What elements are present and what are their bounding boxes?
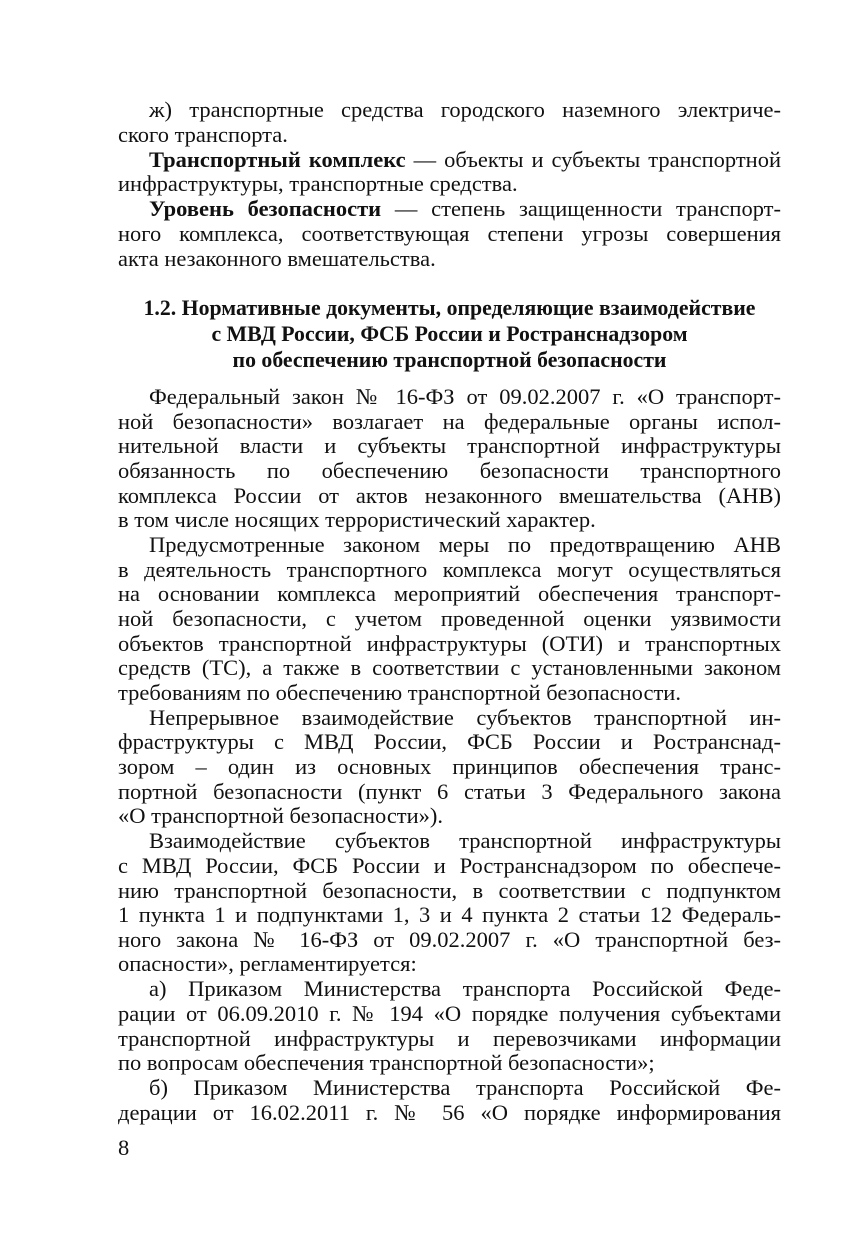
text-line: ж) транспортные средства городского наземного электриче- — [149, 97, 781, 122]
paragraph — [118, 829, 781, 977]
text-line: «О транспортной безопасности»). — [118, 803, 444, 829]
text-line: рации от 06.09.2010 г. № 194 «О порядке получения субъектами — [118, 1001, 781, 1026]
text-line: по вопросам обеспечения транспортной безопасности»; — [118, 1050, 655, 1076]
text-line: опасности», регламентируется: — [118, 951, 417, 977]
text-line: в деятельность транспортного комплекса могут осуществляться — [118, 556, 781, 582]
text-line: в том числе носящих террористический характер. — [118, 507, 596, 533]
paragraph — [118, 385, 781, 533]
text-line: комплекса России от актов незаконного вмешательства (АНВ) — [118, 482, 781, 508]
definition-text: — степень защищенности транспорт- — [381, 196, 781, 222]
document-page — [118, 98, 781, 1126]
text-line: Предусмотренные законом меры по предотвращению АНВ — [149, 532, 781, 558]
text-line: объектов транспортной инфраструктуры (ОТИ) и транспортных — [118, 630, 781, 656]
definition-term: Уровень безопасности — [149, 196, 382, 222]
text-line: средств (ТС), а также в соответствии с установленными законом — [118, 655, 781, 681]
heading-line: 1.2. Нормативные документы, определяющие взаимодействие — [143, 296, 756, 321]
page-number: 8 — [118, 1135, 130, 1160]
text-line: 1 пункта 1 и подпунктами 1, 3 и 4 пункта 2 статьи 12 Федераль- — [118, 902, 781, 928]
paragraph — [118, 706, 781, 829]
section-heading — [118, 295, 781, 373]
text-line: Федеральный закон № 16-ФЗ от 09.02.2007 г. «О транспорт- — [149, 384, 781, 410]
text-line: инфраструктуры, транспортные средства. — [118, 171, 518, 197]
text-line: требованиям по обеспечению транспортной безопасности. — [118, 679, 681, 705]
text-line: фраструктуры с МВД России, ФСБ России и Ространснад- — [118, 729, 781, 755]
text-line: ной безопасности» возлагает на федеральные органы испол- — [118, 408, 781, 434]
definition-security-level — [118, 197, 781, 271]
text-line: транспортной инфраструктуры и перевозчиками информации — [118, 1025, 781, 1051]
text-line: дерации от 16.02.2011 г. № 56 «О порядке информирования — [118, 1099, 781, 1125]
text-line — [118, 197, 781, 222]
text-line: ного комплекса, соответствующая степени угрозы совершения — [118, 220, 781, 246]
text-line: зором – один из основных принципов обеспечения транс- — [118, 754, 781, 780]
text-line: нию транспортной безопасности, в соответствии с подпунктом — [118, 877, 781, 903]
text-line: а) Приказом Министерства транспорта Российской Феде- — [149, 976, 781, 1002]
list-item-b — [118, 1076, 781, 1125]
text-line: с МВД России, ФСБ России и Ространснадзором по обеспече- — [118, 852, 781, 878]
list-item-a — [118, 977, 781, 1075]
list-item-zh — [118, 98, 781, 147]
definition-term: Транспортный комплекс — [149, 146, 406, 172]
text-line: обязанность по обеспечению безопасности транспортного — [118, 457, 781, 483]
text-line: акта незаконного вмешательства. — [118, 245, 436, 271]
text-line: б) Приказом Министерства транспорта Российской Фе- — [149, 1075, 781, 1101]
definition-transport-complex — [118, 148, 781, 197]
text-line: ного закона № 16-ФЗ от 09.02.2007 г. «О транспортной без- — [118, 926, 781, 952]
text-line: на основании комплекса мероприятий обеспечения транспорт- — [118, 581, 781, 607]
text-line: нительной власти и субъекты транспортной инфраструктуры — [118, 433, 781, 459]
text-line: Непрерывное взаимодействие субъектов транспортной ин- — [149, 704, 781, 730]
heading-line: с МВД России, ФСБ России и Ространснадзором — [211, 322, 688, 347]
paragraph — [118, 533, 781, 705]
text-line: ского транспорта. — [118, 121, 288, 147]
heading-line: по обеспечению транспортной безопасности — [232, 348, 667, 373]
text-line: Взаимодействие субъектов транспортной инфраструктуры — [149, 828, 781, 854]
text-line: ной безопасности, с учетом проведенной оценки уязвимости — [118, 606, 781, 631]
text-line — [118, 148, 781, 173]
text-line: портной безопасности (пункт 6 статьи 3 Федерального закона — [118, 778, 781, 804]
definition-text: — объекты и субъекты транспортной — [405, 146, 782, 172]
